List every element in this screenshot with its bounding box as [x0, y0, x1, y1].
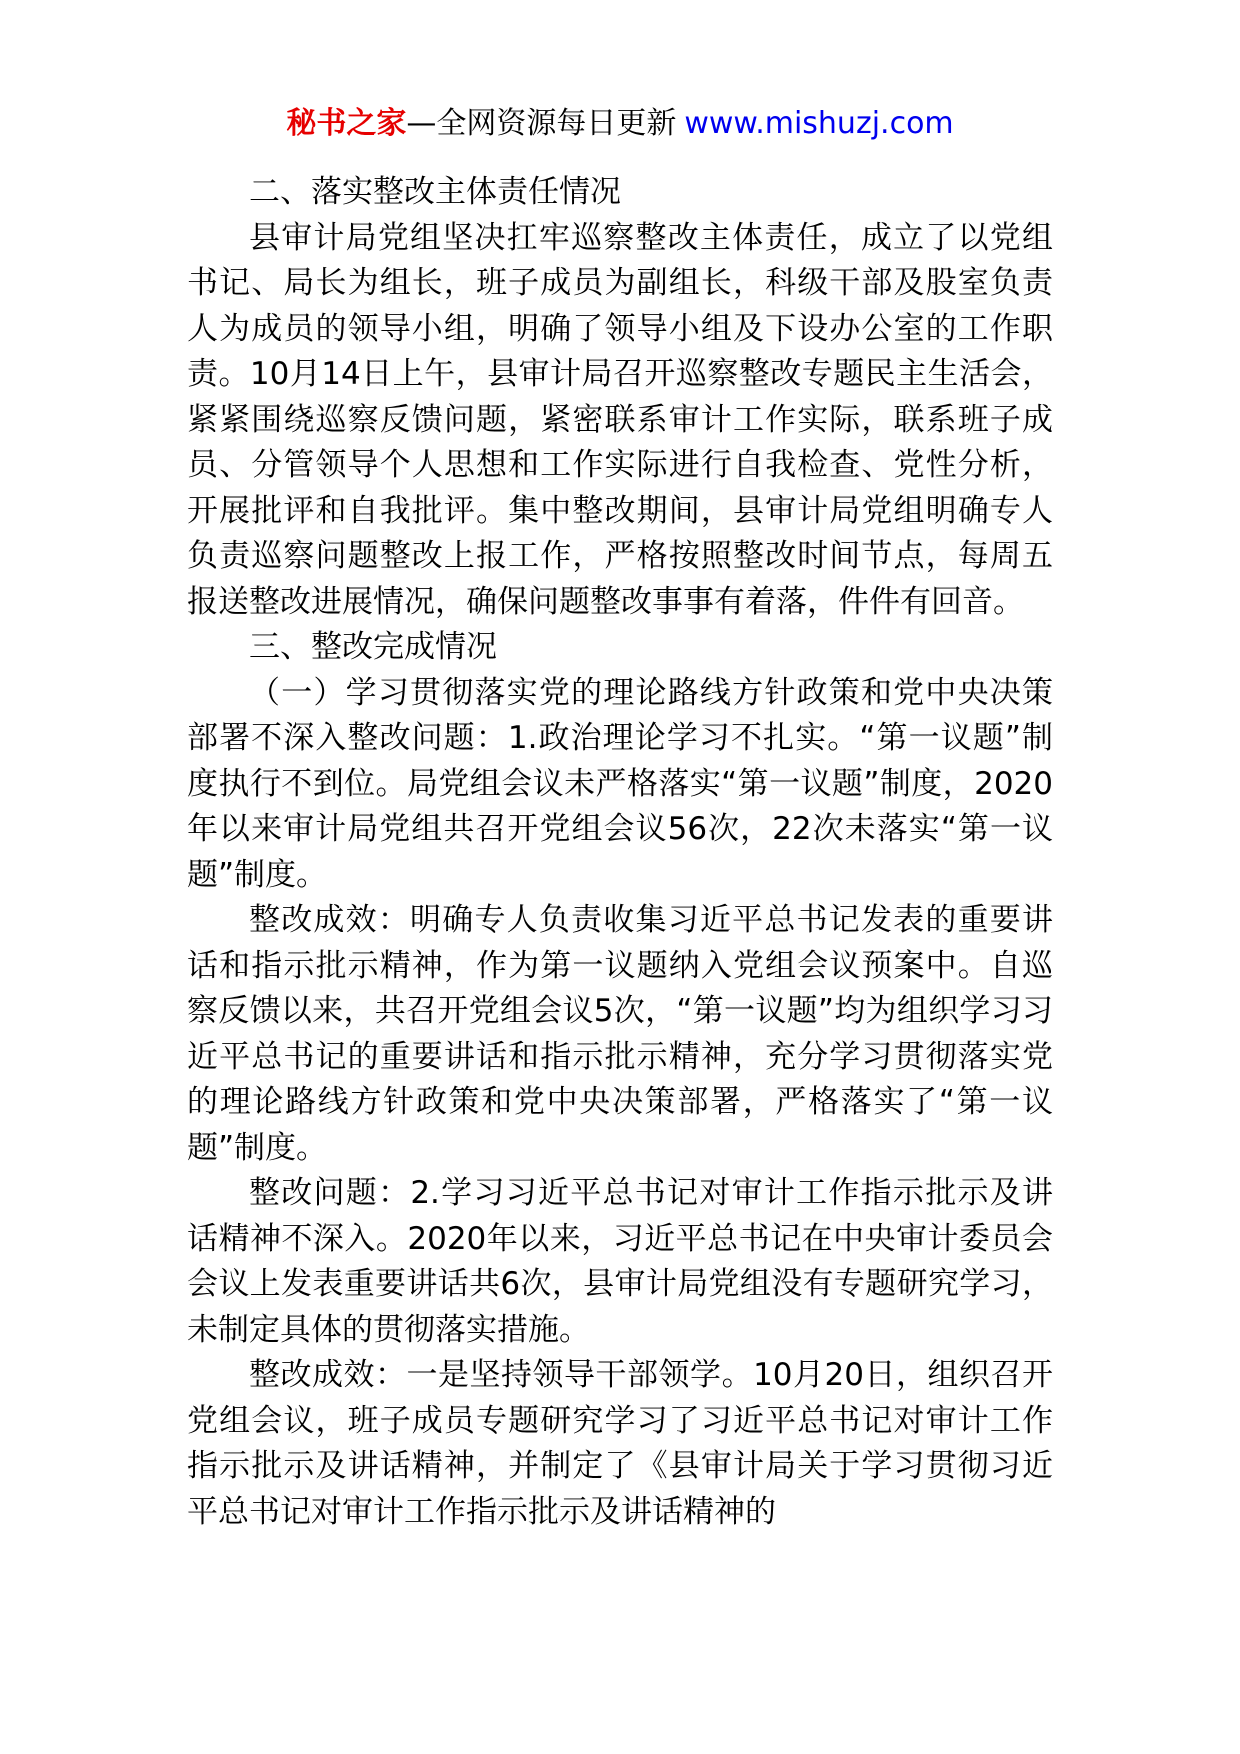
body-paragraph: 县审计局党组坚决扛牢巡察整改主体责任，成立了以党组书记、局长为组长，班子成员为副组长，科级干部及股室负责人为成员的领导小组，明确了领导小组及下设办公室的工作职责。10月14日上午，县审计局召开巡察整改专题民主生活会，紧紧围绕巡察反馈问题，紧密联系审计工作实际，联系班子成员、分管领导个人思想和工作实际进行自我检查、党性分析，开展批评和自我批评。集中整改期间，县审计局党组明确专人负责巡察问题整改上报工作，严格按照整改时间节点，每周五报送整改进展情况，确保问题整改事事有着落，件件有回音。 [187, 219, 1053, 620]
brand-name: 秘书之家 [286, 106, 407, 141]
site-slogan: —全网资源每日更新 [406, 106, 677, 141]
document-body [187, 170, 1053, 1535]
site-url-link[interactable]: www.mishuzj.com [684, 106, 954, 141]
body-paragraph: （一）学习贯彻落实党的理论路线方针政策和党中央决策部署不深入整改问题：1.政治理论学习不扎实。“第一议题”制度执行不到位。局党组会议未严格落实“第一议题”制度，2020年以来审计局党组共召开党组会议56次，22次未落实“第一议题”制度。 [187, 674, 1053, 893]
section-heading-3: 三、整改完成情况 [249, 629, 497, 665]
site-header [0, 104, 1240, 144]
section-heading-2: 二、落实整改主体责任情况 [249, 174, 621, 210]
body-paragraph: 整改成效：明确专人负责收集习近平总书记发表的重要讲话和指示批示精神，作为第一议题纳入党组会议预案中。自巡察反馈以来，共召开党组会议5次，“第一议题”均为组织学习习近平总书记的重要讲话和指示批示精神，充分学习贯彻落实党的理论路线方针政策和党中央决策部署，严格落实了“第一议题”制度。 [187, 902, 1053, 1166]
body-paragraph: 整改成效：一是坚持领导干部领学。10月20日，组织召开党组会议，班子成员专题研究学习了习近平总书记对审计工作指示批示及讲话精神，并制定了《县审计局关于学习贯彻习近平总书记对审计工作指示批示及讲话精神的 [187, 1357, 1053, 1530]
body-paragraph: 整改问题：2.学习习近平总书记对审计工作指示批示及讲话精神不深入。2020年以来，习近平总书记在中央审计委员会会议上发表重要讲话共6次，县审计局党组没有专题研究学习，未制定具体的贯彻落实措施。 [187, 1175, 1053, 1348]
